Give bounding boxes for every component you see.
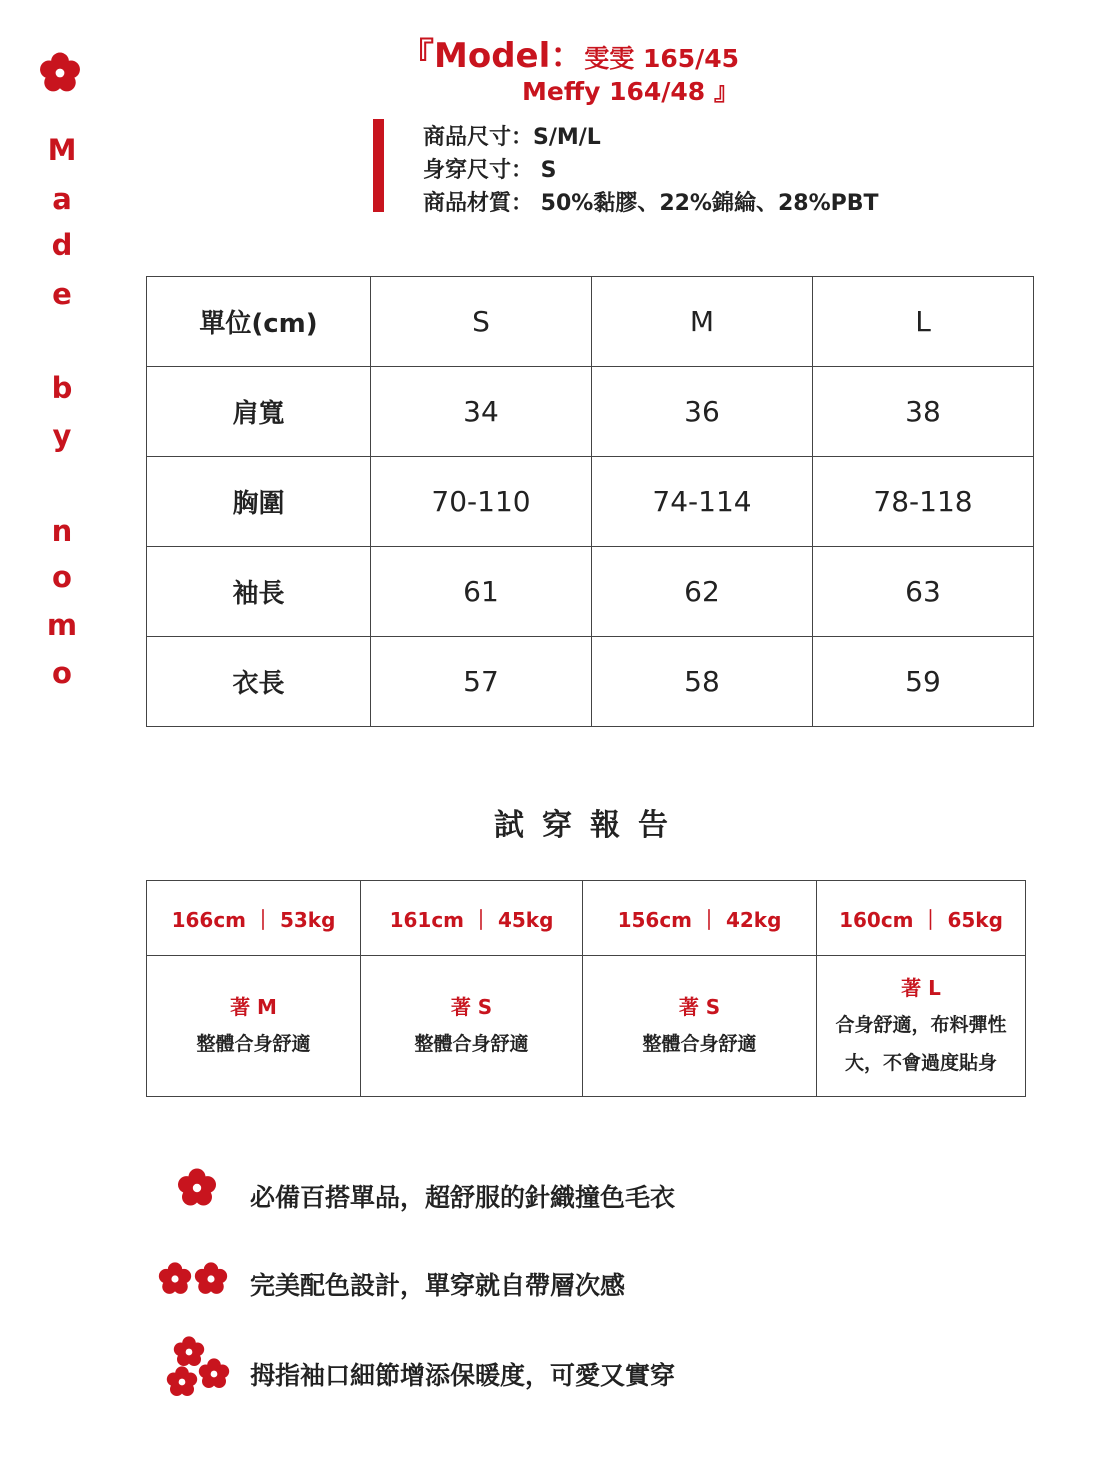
size-table xyxy=(146,276,1034,727)
tester-stats: 166cm ｜ 53kg xyxy=(147,881,361,956)
brand-letter: M xyxy=(47,133,77,167)
worn-size: 著 S xyxy=(678,995,721,1019)
flower-icon xyxy=(177,1168,217,1208)
cell-value: 62 xyxy=(592,547,813,637)
fit-report-table xyxy=(146,880,1026,1097)
cell-value: 61 xyxy=(371,547,592,637)
table-row xyxy=(147,637,1034,727)
fit-comment: 大，不會過度貼身 xyxy=(844,1052,997,1074)
cell-value: 38 xyxy=(813,367,1034,457)
row-label: 袖長 xyxy=(147,547,371,637)
cell-value: 74-114 xyxy=(592,457,813,547)
feature-item: 完美配色設計，單穿就自帶層次感 xyxy=(250,1271,626,1300)
header-size-s: S xyxy=(371,277,592,367)
header-size-m: M xyxy=(592,277,813,367)
brand-letter: o xyxy=(52,560,72,594)
feature-item: 拇指袖口細節增添保暖度，可愛又實穿 xyxy=(250,1361,676,1390)
fit-comment: 整體合身舒適 xyxy=(642,1033,757,1055)
cell-value: 58 xyxy=(592,637,813,727)
cell-value: 36 xyxy=(592,367,813,457)
tester-stats-row xyxy=(147,881,1026,956)
tester-stats: 160cm ｜ 65kg xyxy=(817,881,1026,956)
fit-comment: 合身舒適，布料彈性 xyxy=(835,1014,1007,1036)
brand-letter: y xyxy=(52,419,72,453)
model-name-1: 雯雯 165/45 xyxy=(584,44,740,73)
cell-value: 34 xyxy=(371,367,592,457)
row-label: 胸圍 xyxy=(147,457,371,547)
brand-letter: n xyxy=(51,514,73,548)
tester-fit-cell xyxy=(583,956,817,1097)
flower-icon xyxy=(166,1366,198,1398)
flower-icon xyxy=(194,1262,228,1296)
brand-letter: d xyxy=(51,228,73,262)
cell-value: 70-110 xyxy=(371,457,592,547)
table-row xyxy=(147,367,1034,457)
material-info: 商品材質： 50%黏膠、22%錦綸、28%PBT xyxy=(423,191,879,216)
worn-size: 著 S xyxy=(450,995,493,1019)
brand-letter: m xyxy=(46,608,78,642)
cell-value: 78-118 xyxy=(813,457,1034,547)
table-row xyxy=(147,457,1034,547)
header-size-l: L xyxy=(813,277,1034,367)
cell-value: 63 xyxy=(813,547,1034,637)
product-size-info: 商品尺寸：S/M/L xyxy=(423,125,601,150)
accent-bar xyxy=(373,119,384,212)
fit-comment: 整體合身舒適 xyxy=(196,1033,311,1055)
tester-fit-cell xyxy=(361,956,583,1097)
flower-icon xyxy=(198,1358,230,1390)
tester-stats: 161cm ｜ 45kg xyxy=(361,881,583,956)
tester-fit-row xyxy=(147,956,1026,1097)
flower-icon xyxy=(158,1262,192,1296)
header-unit: 單位(cm) xyxy=(147,277,371,367)
table-row xyxy=(147,547,1034,637)
model-heading xyxy=(400,28,739,77)
tester-stats: 156cm ｜ 42kg xyxy=(583,881,817,956)
report-title: 試穿報告 xyxy=(494,808,686,843)
tester-fit-cell xyxy=(147,956,361,1097)
worn-size: 著 M xyxy=(230,995,277,1019)
tester-fit-cell xyxy=(817,956,1026,1097)
worn-size: 著 L xyxy=(901,976,941,1000)
feature-item: 必備百搭單品，超舒服的針織撞色毛衣 xyxy=(250,1183,676,1212)
flower-icon xyxy=(39,52,81,94)
model-name-2: Meffy 164/48 』 xyxy=(522,77,739,106)
size-table-header xyxy=(147,277,1034,367)
cell-value: 59 xyxy=(813,637,1034,727)
worn-size-info: 身穿尺寸： S xyxy=(423,158,557,183)
row-label: 肩寬 xyxy=(147,367,371,457)
brand-letter: b xyxy=(51,371,73,405)
brand-letter: a xyxy=(52,182,72,216)
brand-letter: o xyxy=(52,656,72,690)
brand-letter: e xyxy=(52,277,72,311)
row-label: 衣長 xyxy=(147,637,371,727)
fit-comment: 整體合身舒適 xyxy=(414,1033,529,1055)
cell-value: 57 xyxy=(371,637,592,727)
model-label: 『Model： xyxy=(400,36,585,76)
